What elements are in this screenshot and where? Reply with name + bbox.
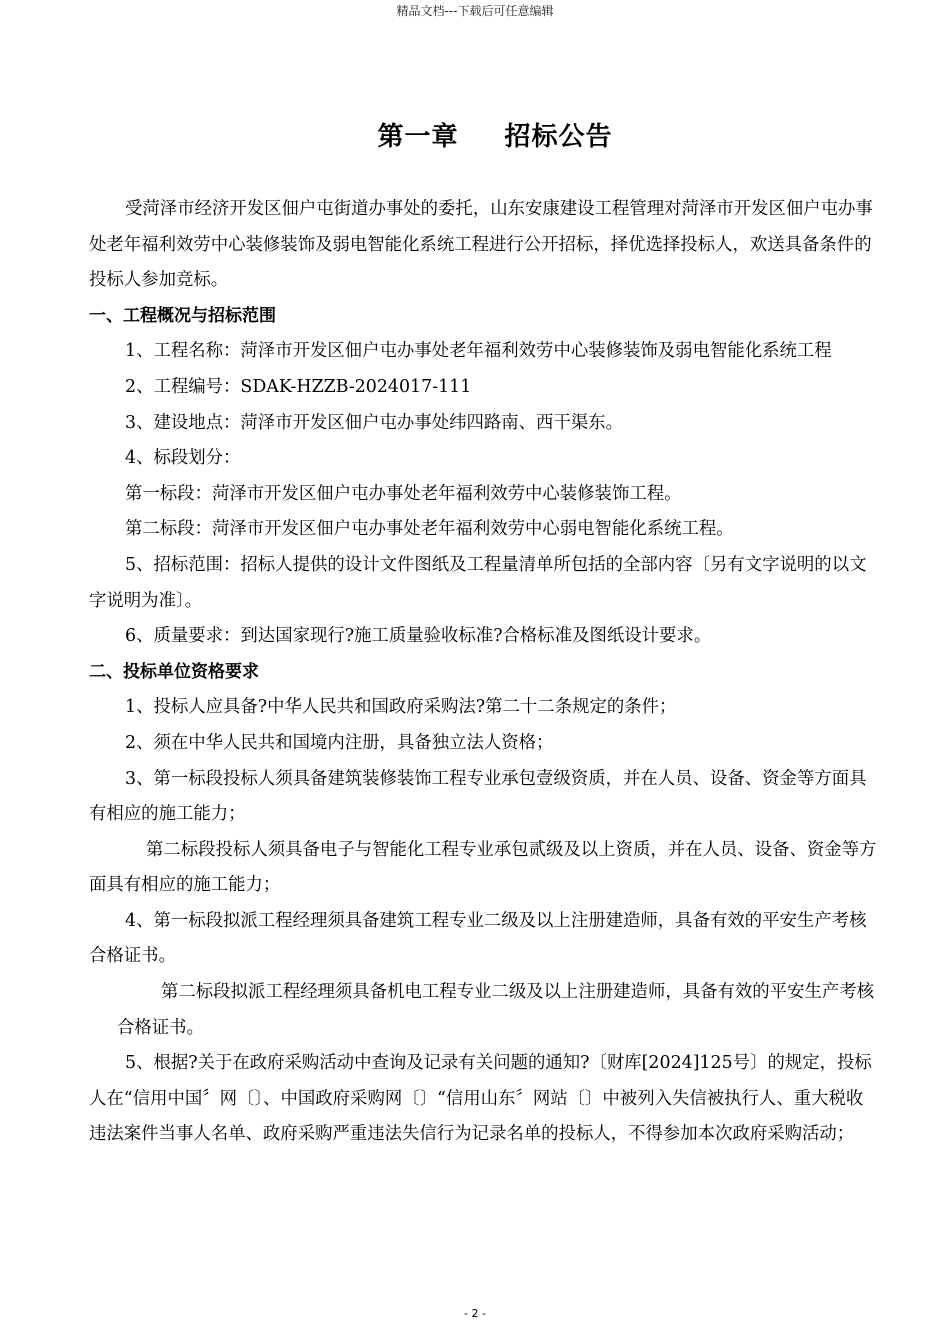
paragraph-req-1: 1、投标人应具备?中华人民共和国政府采购法?第二十二条规定的条件；	[125, 697, 677, 718]
document-header-note: 精品文档---下载后可任意编辑	[396, 4, 554, 18]
paragraph-req-4-lot-2: 第二标段拟派工程经理须具备机电工程专业二级及以上注册建造师，具备有效的平安生产考核合格证书。	[117, 982, 875, 1038]
chapter-number: 第一章	[377, 122, 459, 152]
paragraph-req-3: 3、第一标段投标人须具备建筑装修装饰工程专业承包壹级资质，并在人员、设备、资金等方面具有相应的施工能力；	[89, 768, 867, 825]
paragraph-req-3-lot-2: 第二标段投标人须具备电子与智能化工程专业承包贰级及以上资质，并在人员、设备、资金等方面具有相应的施工能力；	[89, 839, 877, 896]
page-number: - 2 -	[464, 1307, 486, 1320]
section-heading-1: 一、工程概况与招标范围	[89, 305, 276, 326]
paragraph-req-2: 2、须在中华人民共和国境内注册，具备独立法人资格；	[125, 732, 554, 753]
paragraph-scope: 5、招标范围：招标人提供的设计文件图纸及工程量清单所包括的全部内容〔另有文字说明的以文字说明为准〕。	[89, 554, 867, 611]
chapter-title	[0, 116, 950, 153]
section-heading-2: 二、投标单位资格要求	[89, 661, 259, 682]
paragraph-lot-division: 4、标段划分：	[125, 448, 241, 469]
paragraph-project-number: 2、工程编号：SDAK-HZZB-2024017-111	[125, 376, 472, 397]
paragraph-lot-1: 第一标段：菏泽市开发区佃户屯办事处老年福利效劳中心装修装饰工程。	[125, 483, 682, 504]
paragraph-req-4: 4、第一标段拟派工程经理须具备建筑工程专业二级及以上注册建造师，具备有效的平安生产考核合格证书。	[89, 910, 867, 967]
chapter-name: 招标公告	[504, 122, 613, 152]
document-body	[89, 192, 879, 1153]
paragraph-lot-2: 第二标段：菏泽市开发区佃户屯办事处老年福利效劳中心弱电智能化系统工程。	[125, 519, 734, 540]
intro-paragraph: 受菏泽市经济开发区佃户屯街道办事处的委托，山东安康建设工程管理对菏泽市开发区佃户屯办事处老年福利效劳中心装修装饰及弱电智能化系统工程进行公开招标，择优选择投标人，欢送具备条件的投标人参加竞标。	[89, 199, 873, 291]
paragraph-project-name: 1、工程名称：菏泽市开发区佃户屯办事处老年福利效劳中心装修装饰及弱电智能化系统工程	[125, 341, 832, 362]
paragraph-location: 3、建设地点：菏泽市开发区佃户屯办事处纬四路南、西干渠东。	[125, 412, 624, 433]
paragraph-req-5: 5、根据?关于在政府采购活动中查询及记录有关问题的通知?〔财库[2024]125号〕的规定，投标人在“信用中国〞网〔〕、中国政府采购网〔〕“信用山东〞网站〔〕中被列入失信被执行人、重大税收违法案件当事人名单、政府采购严重违法失信行为记录名单的投标人，不得参加本次政府采购活动；	[89, 1053, 872, 1145]
paragraph-quality: 6、质量要求：到达国家现行?施工质量验收标准?合格标准及图纸设计要求。	[125, 626, 712, 647]
